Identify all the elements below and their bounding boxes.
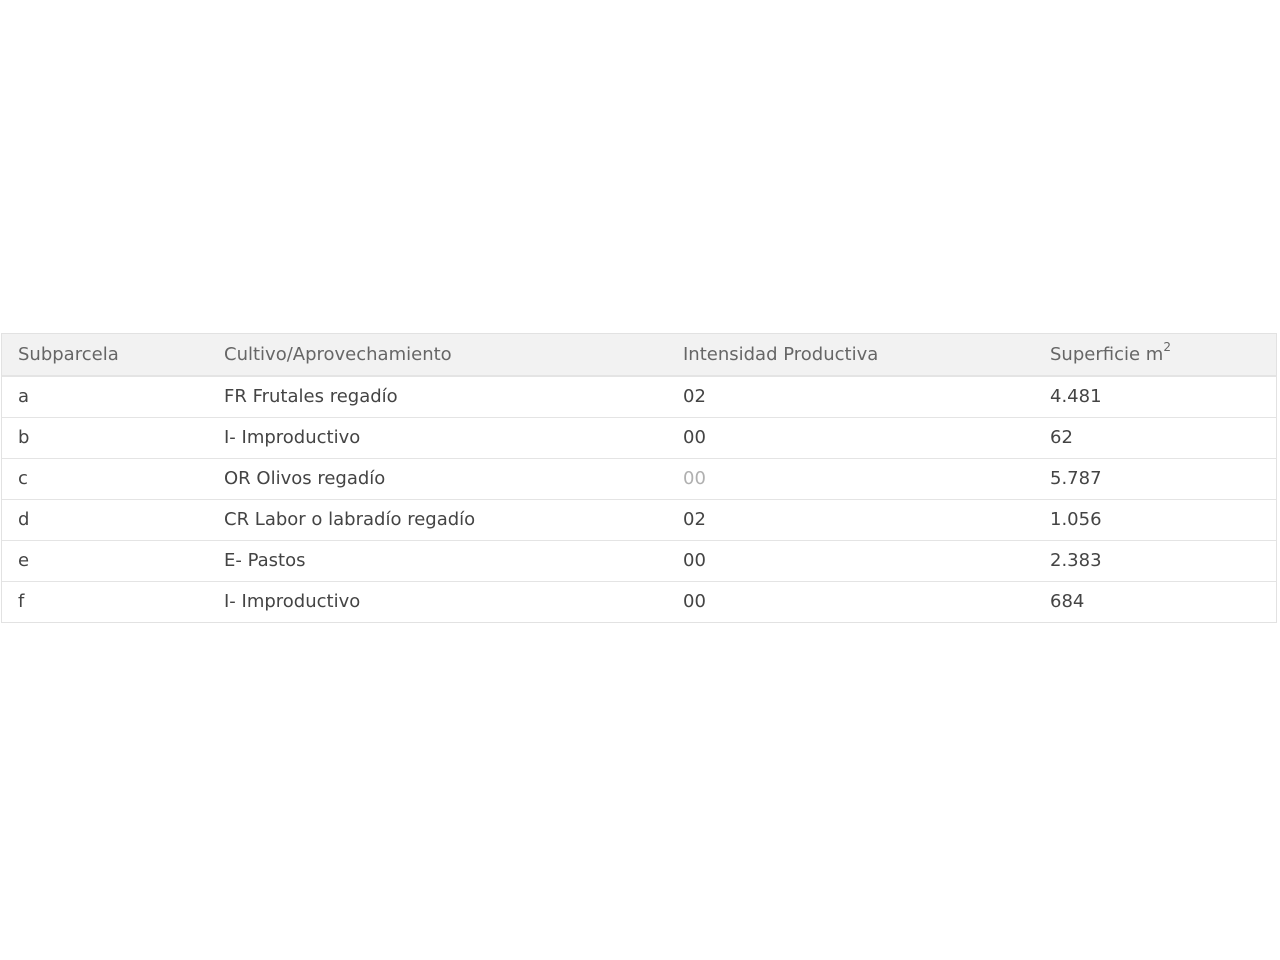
cell-intensidad: 00 — [683, 468, 706, 489]
subparcelas-table-container — [1, 333, 1277, 623]
table-row — [2, 376, 1276, 417]
table-row — [2, 417, 1276, 458]
table-row — [2, 458, 1276, 499]
table-header — [2, 334, 1276, 376]
header-intensidad: Intensidad Productiva — [667, 334, 1034, 376]
cell-subparcela: c — [18, 468, 28, 489]
table-row — [2, 499, 1276, 540]
cell-cultivo: E- Pastos — [224, 550, 306, 571]
table-body — [2, 376, 1276, 622]
header-superficie — [1034, 334, 1276, 376]
cell-intensidad: 02 — [683, 386, 706, 408]
cell-subparcela: b — [18, 427, 30, 448]
cell-cultivo: I- Improductivo — [224, 591, 361, 613]
table-row — [2, 581, 1276, 622]
cell-subparcela: e — [18, 550, 30, 571]
cell-superficie: 4.481 — [1050, 386, 1102, 408]
header-subparcela: Subparcela — [2, 334, 208, 376]
cell-superficie: 62 — [1050, 427, 1073, 448]
cell-subparcela: a — [18, 386, 30, 408]
cell-intensidad: 00 — [683, 591, 706, 613]
cell-subparcela: d — [18, 509, 30, 530]
cell-cultivo: I- Improductivo — [224, 427, 361, 448]
cell-intensidad: 02 — [683, 509, 706, 530]
cell-superficie: 2.383 — [1050, 550, 1102, 571]
header-cultivo: Cultivo/Aprovechamiento — [208, 334, 667, 376]
cell-intensidad: 00 — [683, 427, 706, 448]
header-superficie-superscript: 2 — [1163, 340, 1171, 354]
cell-superficie: 684 — [1050, 591, 1085, 613]
cell-cultivo: FR Frutales regadío — [224, 386, 398, 408]
cell-cultivo: OR Olivos regadío — [224, 468, 386, 489]
cell-superficie: 1.056 — [1050, 509, 1102, 530]
subparcelas-table — [2, 334, 1276, 622]
cell-intensidad: 00 — [683, 550, 706, 571]
header-row — [2, 334, 1276, 376]
cell-superficie: 5.787 — [1050, 468, 1102, 489]
header-superficie-label: Superficie m — [1050, 344, 1164, 365]
cell-subparcela: f — [18, 591, 25, 613]
table-row — [2, 540, 1276, 581]
cell-cultivo: CR Labor o labradío regadío — [224, 509, 476, 530]
